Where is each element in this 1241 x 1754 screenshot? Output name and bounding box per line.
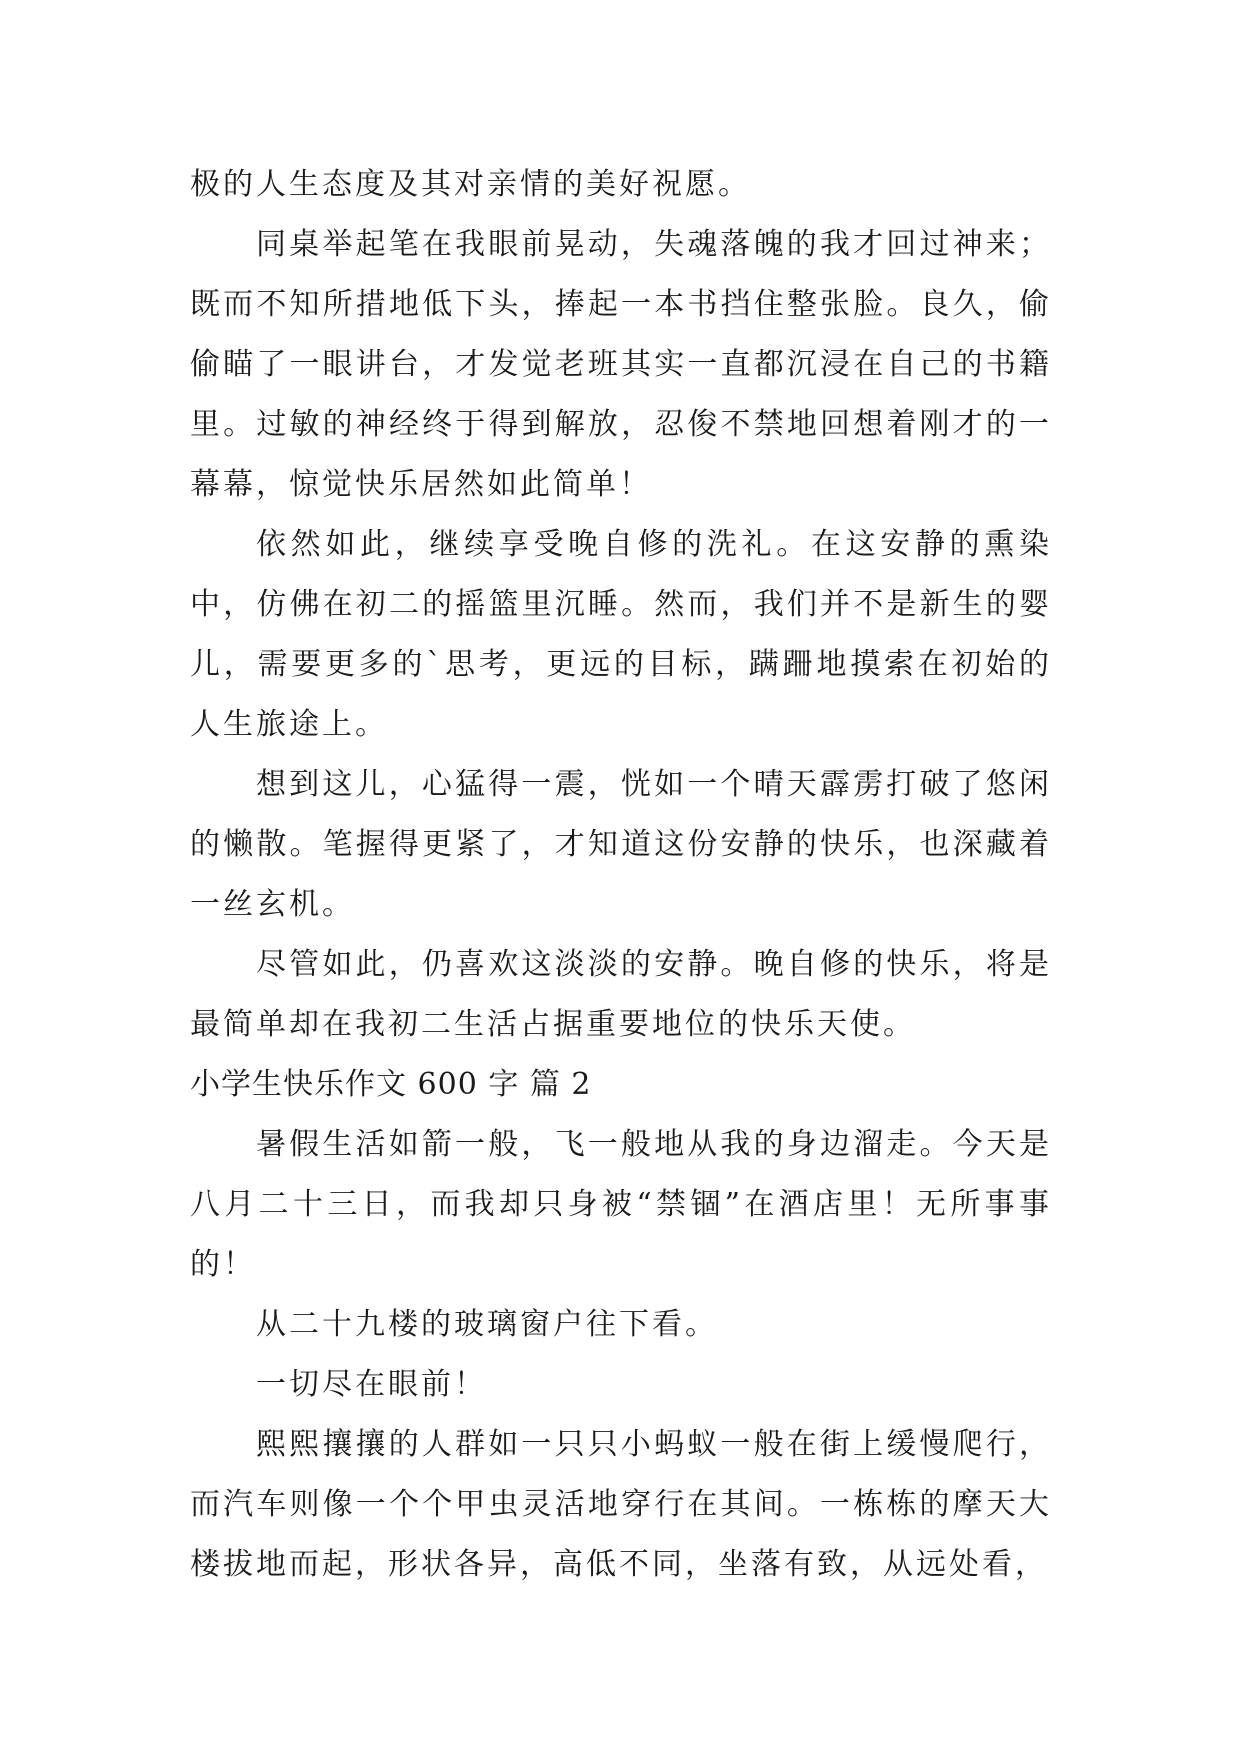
paragraph: 依然如此，继续享受晚自修的洗礼。在这安静的熏染中，仿佛在初二的摇篮里沉睡。然而，我们并不是新生的婴儿，需要更多的`思考，更远的目标，蹒跚地摸索在初始的人生旅途上。: [190, 527, 1052, 742]
paragraph: 同桌举起笔在我眼前晃动，失魂落魄的我才回过神来；既而不知所措地低下头，捧起一本书挡住整张脸。良久，偷偷瞄了一眼讲台，才发觉老班其实一直都沉浸在自己的书籍里。过敏的神经终于得到解放，忍俊不禁地回想着刚才的一幕幕，惊觉快乐居然如此简单！: [190, 227, 1052, 502]
paragraph: 暑假生活如箭一般，飞一般地从我的身边溜走。今天是八月二十三日，而我却只身被“禁锢”在酒店里！无所事事的！: [190, 1127, 1052, 1282]
paragraph: 从二十九楼的玻璃窗户往下看。: [256, 1307, 718, 1342]
paragraph: 尽管如此，仍喜欢这淡淡的安静。晚自修的快乐，将是最简单却在我初二生活占据重要地位的快乐天使。: [190, 947, 1052, 1042]
paragraph: 一切尽在眼前！: [256, 1367, 487, 1402]
paragraph: 想到这儿，心猛得一震，恍如一个晴天霹雳打破了悠闲的懒散。笔握得更紧了，才知道这份安静的快乐，也深藏着一丝玄机。: [190, 767, 1052, 922]
section-heading: 小学生快乐作文 600 字 篇 2: [190, 1067, 592, 1102]
paragraph: 熙熙攘攘的人群如一只只小蚂蚁一般在街上缓慢爬行，而汽车则像一个个甲虫灵活地穿行在其间。一栋栋的摩天大楼拔地而起，形状各异，高低不同，坐落有致，从远处看，: [190, 1427, 1052, 1582]
paragraph-continuation: 极的人生态度及其对亲情的美好祝愿。: [190, 167, 751, 202]
document-page: [190, 155, 1052, 1595]
